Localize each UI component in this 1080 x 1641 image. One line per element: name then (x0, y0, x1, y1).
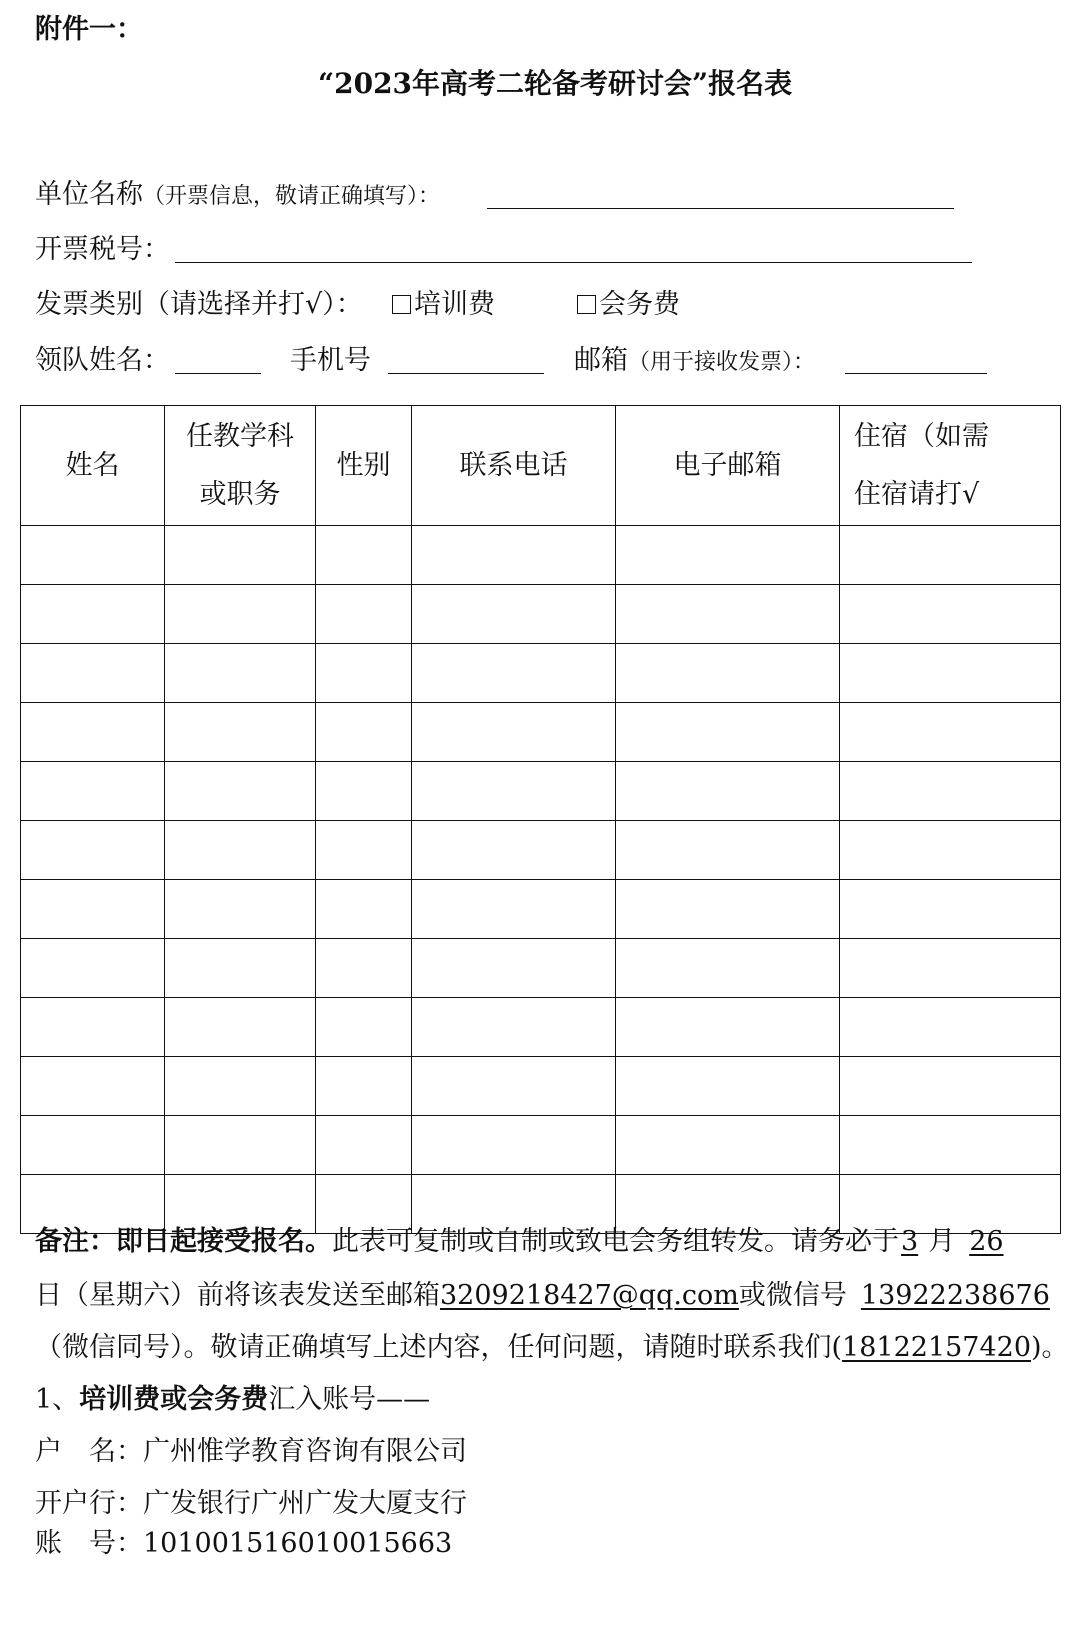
phone-cell[interactable] (412, 1116, 616, 1175)
table-row (21, 585, 1061, 644)
header-phone: 联系电话 (412, 406, 616, 526)
gender-cell[interactable] (316, 644, 412, 703)
name-cell[interactable] (21, 1116, 165, 1175)
name-cell[interactable] (21, 880, 165, 939)
account-heading-bold: 培训费或会务费 (79, 1384, 269, 1415)
table-header-row (21, 406, 1061, 526)
email-hint: （用于接收发票）： (628, 350, 816, 375)
note-line-3 (35, 1334, 1069, 1361)
table-row (21, 1175, 1061, 1234)
header-lodging (840, 406, 1061, 526)
name-cell[interactable] (21, 585, 165, 644)
note-text-2: 日（星期六）前将该表发送至邮箱 (35, 1280, 440, 1311)
account-number-label: 账 号： (35, 1528, 143, 1559)
lodging-cell[interactable] (840, 1057, 1061, 1116)
note-label: 备注： (35, 1226, 116, 1257)
note-text-3: （微信同号）。敬请正确填写上述内容，任何问题，请随时联系我们( (35, 1332, 843, 1363)
note-bold-text: 即日起接受报名。 (116, 1226, 332, 1257)
account-heading-rest: 汇入账号—— (268, 1384, 431, 1415)
gender-cell[interactable] (316, 939, 412, 998)
checkbox-icon[interactable] (392, 295, 411, 314)
subject-cell[interactable] (165, 1175, 316, 1234)
lodging-cell[interactable] (840, 821, 1061, 880)
tax-number-label: 开票税号： (35, 234, 170, 265)
bank-label: 开户行： (35, 1488, 143, 1519)
lodging-cell[interactable] (840, 762, 1061, 821)
email-cell[interactable] (616, 1175, 840, 1234)
phone-cell[interactable] (412, 1175, 616, 1234)
table-row (21, 939, 1061, 998)
gender-cell[interactable] (316, 821, 412, 880)
unit-name-hint: （开票信息，敬请正确填写）： (143, 184, 441, 209)
account-holder: 广州惟学教育咨询有限公司 (143, 1436, 467, 1467)
subject-cell[interactable] (165, 526, 316, 585)
lodging-cell[interactable] (840, 998, 1061, 1057)
subject-cell[interactable] (165, 1116, 316, 1175)
account-number: 101001516010015663 (143, 1528, 453, 1559)
account-heading (35, 1386, 430, 1413)
email-cell[interactable] (616, 998, 840, 1057)
gender-cell[interactable] (316, 1175, 412, 1234)
account-holder-row (35, 1438, 467, 1465)
gender-cell[interactable] (316, 1057, 412, 1116)
subject-cell[interactable] (165, 762, 316, 821)
registration-table (20, 405, 1061, 1234)
contact-wechat: 13922238676 (860, 1280, 1050, 1311)
table-row (21, 644, 1061, 703)
invoice-option-training-label: 培训费 (414, 289, 495, 320)
email-cell[interactable] (616, 762, 840, 821)
contact-phone: 18122157420 (842, 1332, 1032, 1363)
lodging-cell[interactable] (840, 703, 1061, 762)
unit-name-field[interactable] (487, 208, 954, 209)
unit-name-label: 单位名称 (35, 179, 143, 210)
name-cell[interactable] (21, 821, 165, 880)
gender-cell[interactable] (316, 526, 412, 585)
leader-name-field[interactable] (175, 373, 261, 374)
header-email: 电子邮箱 (616, 406, 840, 526)
lodging-cell[interactable] (840, 644, 1061, 703)
gender-cell[interactable] (316, 1116, 412, 1175)
deadline-month-unit: 月 (928, 1226, 956, 1257)
header-subject (165, 406, 316, 526)
name-cell[interactable] (21, 703, 165, 762)
gender-cell[interactable] (316, 762, 412, 821)
note-text-3b: )。 (1031, 1332, 1069, 1363)
contact-email[interactable]: 3209218427@qq.com (440, 1280, 739, 1311)
phone-field[interactable] (388, 373, 544, 374)
gender-cell[interactable] (316, 998, 412, 1057)
phone-cell[interactable] (412, 585, 616, 644)
subject-cell[interactable] (165, 821, 316, 880)
invoice-option-conference[interactable] (577, 291, 680, 318)
account-number-row (35, 1530, 452, 1557)
table-row (21, 880, 1061, 939)
lodging-cell[interactable] (840, 880, 1061, 939)
table-row (21, 762, 1061, 821)
email-cell[interactable] (616, 880, 840, 939)
invoice-type-label: 发票类别（请选择并打√）： (35, 289, 363, 320)
phone-cell[interactable] (412, 703, 616, 762)
deadline-month: 3 (901, 1226, 919, 1257)
email-cell[interactable] (616, 703, 840, 762)
name-cell[interactable] (21, 1175, 165, 1234)
tax-number-field[interactable] (175, 262, 972, 263)
email-row (574, 347, 815, 374)
subject-cell[interactable] (165, 939, 316, 998)
name-cell[interactable] (21, 939, 165, 998)
name-cell[interactable] (21, 1057, 165, 1116)
checkbox-icon[interactable] (577, 295, 596, 314)
subject-cell[interactable] (165, 585, 316, 644)
leader-name-label: 领队姓名： (35, 345, 170, 376)
phone-cell[interactable] (412, 821, 616, 880)
lodging-cell[interactable] (840, 1116, 1061, 1175)
account-holder-label: 户 名： (35, 1436, 143, 1467)
note-text-1: 此表可复制或自制或致电会务组转发。请务必于 (332, 1226, 899, 1257)
invoice-option-training[interactable] (392, 291, 495, 318)
email-cell[interactable] (616, 644, 840, 703)
note-line-1 (35, 1228, 1004, 1255)
subject-cell[interactable] (165, 644, 316, 703)
subject-cell[interactable] (165, 1057, 316, 1116)
table-row (21, 821, 1061, 880)
email-label: 邮箱 (574, 345, 628, 376)
name-cell[interactable] (21, 644, 165, 703)
header-subject-line2: 或职务 (199, 478, 281, 510)
header-gender: 性别 (316, 406, 412, 526)
name-cell[interactable] (21, 762, 165, 821)
email-field[interactable] (845, 373, 987, 374)
table-row (21, 526, 1061, 585)
deadline-day: 26 (969, 1226, 1004, 1257)
phone-cell[interactable] (412, 526, 616, 585)
phone-cell[interactable] (412, 762, 616, 821)
email-cell[interactable] (616, 821, 840, 880)
unit-name-row (35, 181, 440, 208)
note-text-2b: 或微信号 (738, 1280, 847, 1311)
phone-cell[interactable] (412, 939, 616, 998)
gender-cell[interactable] (316, 880, 412, 939)
gender-cell[interactable] (316, 585, 412, 644)
header-lodging-line2: 住宿请打√ (854, 478, 980, 510)
lodging-cell[interactable] (840, 526, 1061, 585)
note-line-2 (35, 1282, 1050, 1309)
lodging-cell[interactable] (840, 939, 1061, 998)
gender-cell[interactable] (316, 703, 412, 762)
email-cell[interactable] (616, 585, 840, 644)
subject-cell[interactable] (165, 998, 316, 1057)
subject-cell[interactable] (165, 880, 316, 939)
bank-row (35, 1490, 467, 1517)
phone-cell[interactable] (412, 1057, 616, 1116)
bank-name: 广发银行广州广发大厦支行 (143, 1488, 467, 1519)
phone-cell[interactable] (412, 880, 616, 939)
lodging-cell[interactable] (840, 1175, 1061, 1234)
phone-cell[interactable] (412, 644, 616, 703)
phone-cell[interactable] (412, 998, 616, 1057)
invoice-option-conference-label: 会务费 (599, 289, 680, 320)
name-cell[interactable] (21, 526, 165, 585)
email-cell[interactable] (616, 526, 840, 585)
header-subject-line1: 任教学科 (186, 420, 294, 452)
email-cell[interactable] (616, 1057, 840, 1116)
subject-cell[interactable] (165, 703, 316, 762)
attachment-label: 附件一： (35, 14, 143, 45)
phone-label: 手机号 (290, 345, 371, 376)
table-body (21, 526, 1061, 1234)
table-row (21, 1057, 1061, 1116)
table-row (21, 1116, 1061, 1175)
header-name: 姓名 (21, 406, 165, 526)
lodging-cell[interactable] (840, 585, 1061, 644)
email-cell[interactable] (616, 1116, 840, 1175)
email-cell[interactable] (616, 939, 840, 998)
page-title: “2023年高考二轮备考研讨会”报名表 (318, 67, 793, 100)
account-heading-number: 1、 (35, 1384, 80, 1415)
name-cell[interactable] (21, 998, 165, 1057)
table-row (21, 703, 1061, 762)
table-row (21, 998, 1061, 1057)
header-lodging-line1: 住宿（如需 (854, 420, 989, 452)
